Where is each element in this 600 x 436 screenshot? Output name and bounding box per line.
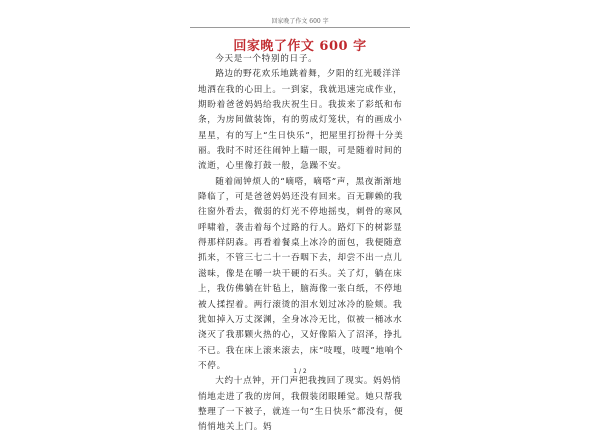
header-divider (190, 27, 410, 28)
document-title: 回家晚了作文 600 字 (233, 39, 367, 54)
page-header: 回家晚了作文 600 字 (271, 18, 329, 25)
paragraph: 大约十点钟，开门声把我拽回了现实。妈妈悄悄地走进了我的房间，我假装闭眼睡觉。她只帮我整理了一下被子，就连一句“生日快乐”都没有，便悄悄地关上门。妈 (198, 376, 404, 433)
paragraph: 随着闹钟烦人的“嘀嗒，嘀嗒”声，黑夜渐渐地降临了，可是爸爸妈妈还没有回来。百无聊赖的我往窗外看去，微弱的灯光不停地摇曳，刺骨的寒风呼啸着，袭击着每个过路的行人。路灯下的树影显得那样阴森。再看着餐桌上冰冷的面包，我便随意抓来，不管三七二十一吞咽下去，却尝不出一点儿滋味，像是在嚼一块干硬的石头。关了灯，躺在床上，我仿佛躺在针毡上，脑海像一张白纸，不停地被人揉捏着。两行滚烫的泪水划过冰冷的脸颊。我犹如掉入万丈深渊，全身冰冷无比，似被一桶冰水浇灭了我那颗火热的心，又好像陷入了沼泽，挣扎不已。我在床上滚来滚去，床“吱嘎，吱嘎”地响个不停。 (198, 176, 404, 371)
paragraph: 今天是一个特别的日子。 (215, 54, 318, 64)
paragraph: 路边的野花欢乐地跳着舞，夕阳的红光暖洋洋地洒在我的心田上。一到家，我就迅速完成作业，期盼着爸爸妈妈给我庆祝生日。我拔来了彩纸和布条，为房间做装饰，有的剪成灯笼状，有的画成小星星，有的写上“生日快乐”，把屋里打扮得十分美丽。我时不时还往闹钟上瞄一眼，可是随着时间的流逝，心里像打鼓一般，急躁不安。 (198, 69, 404, 172)
document-body (198, 52, 410, 436)
page-indicator: 1 / 2 (293, 368, 307, 375)
